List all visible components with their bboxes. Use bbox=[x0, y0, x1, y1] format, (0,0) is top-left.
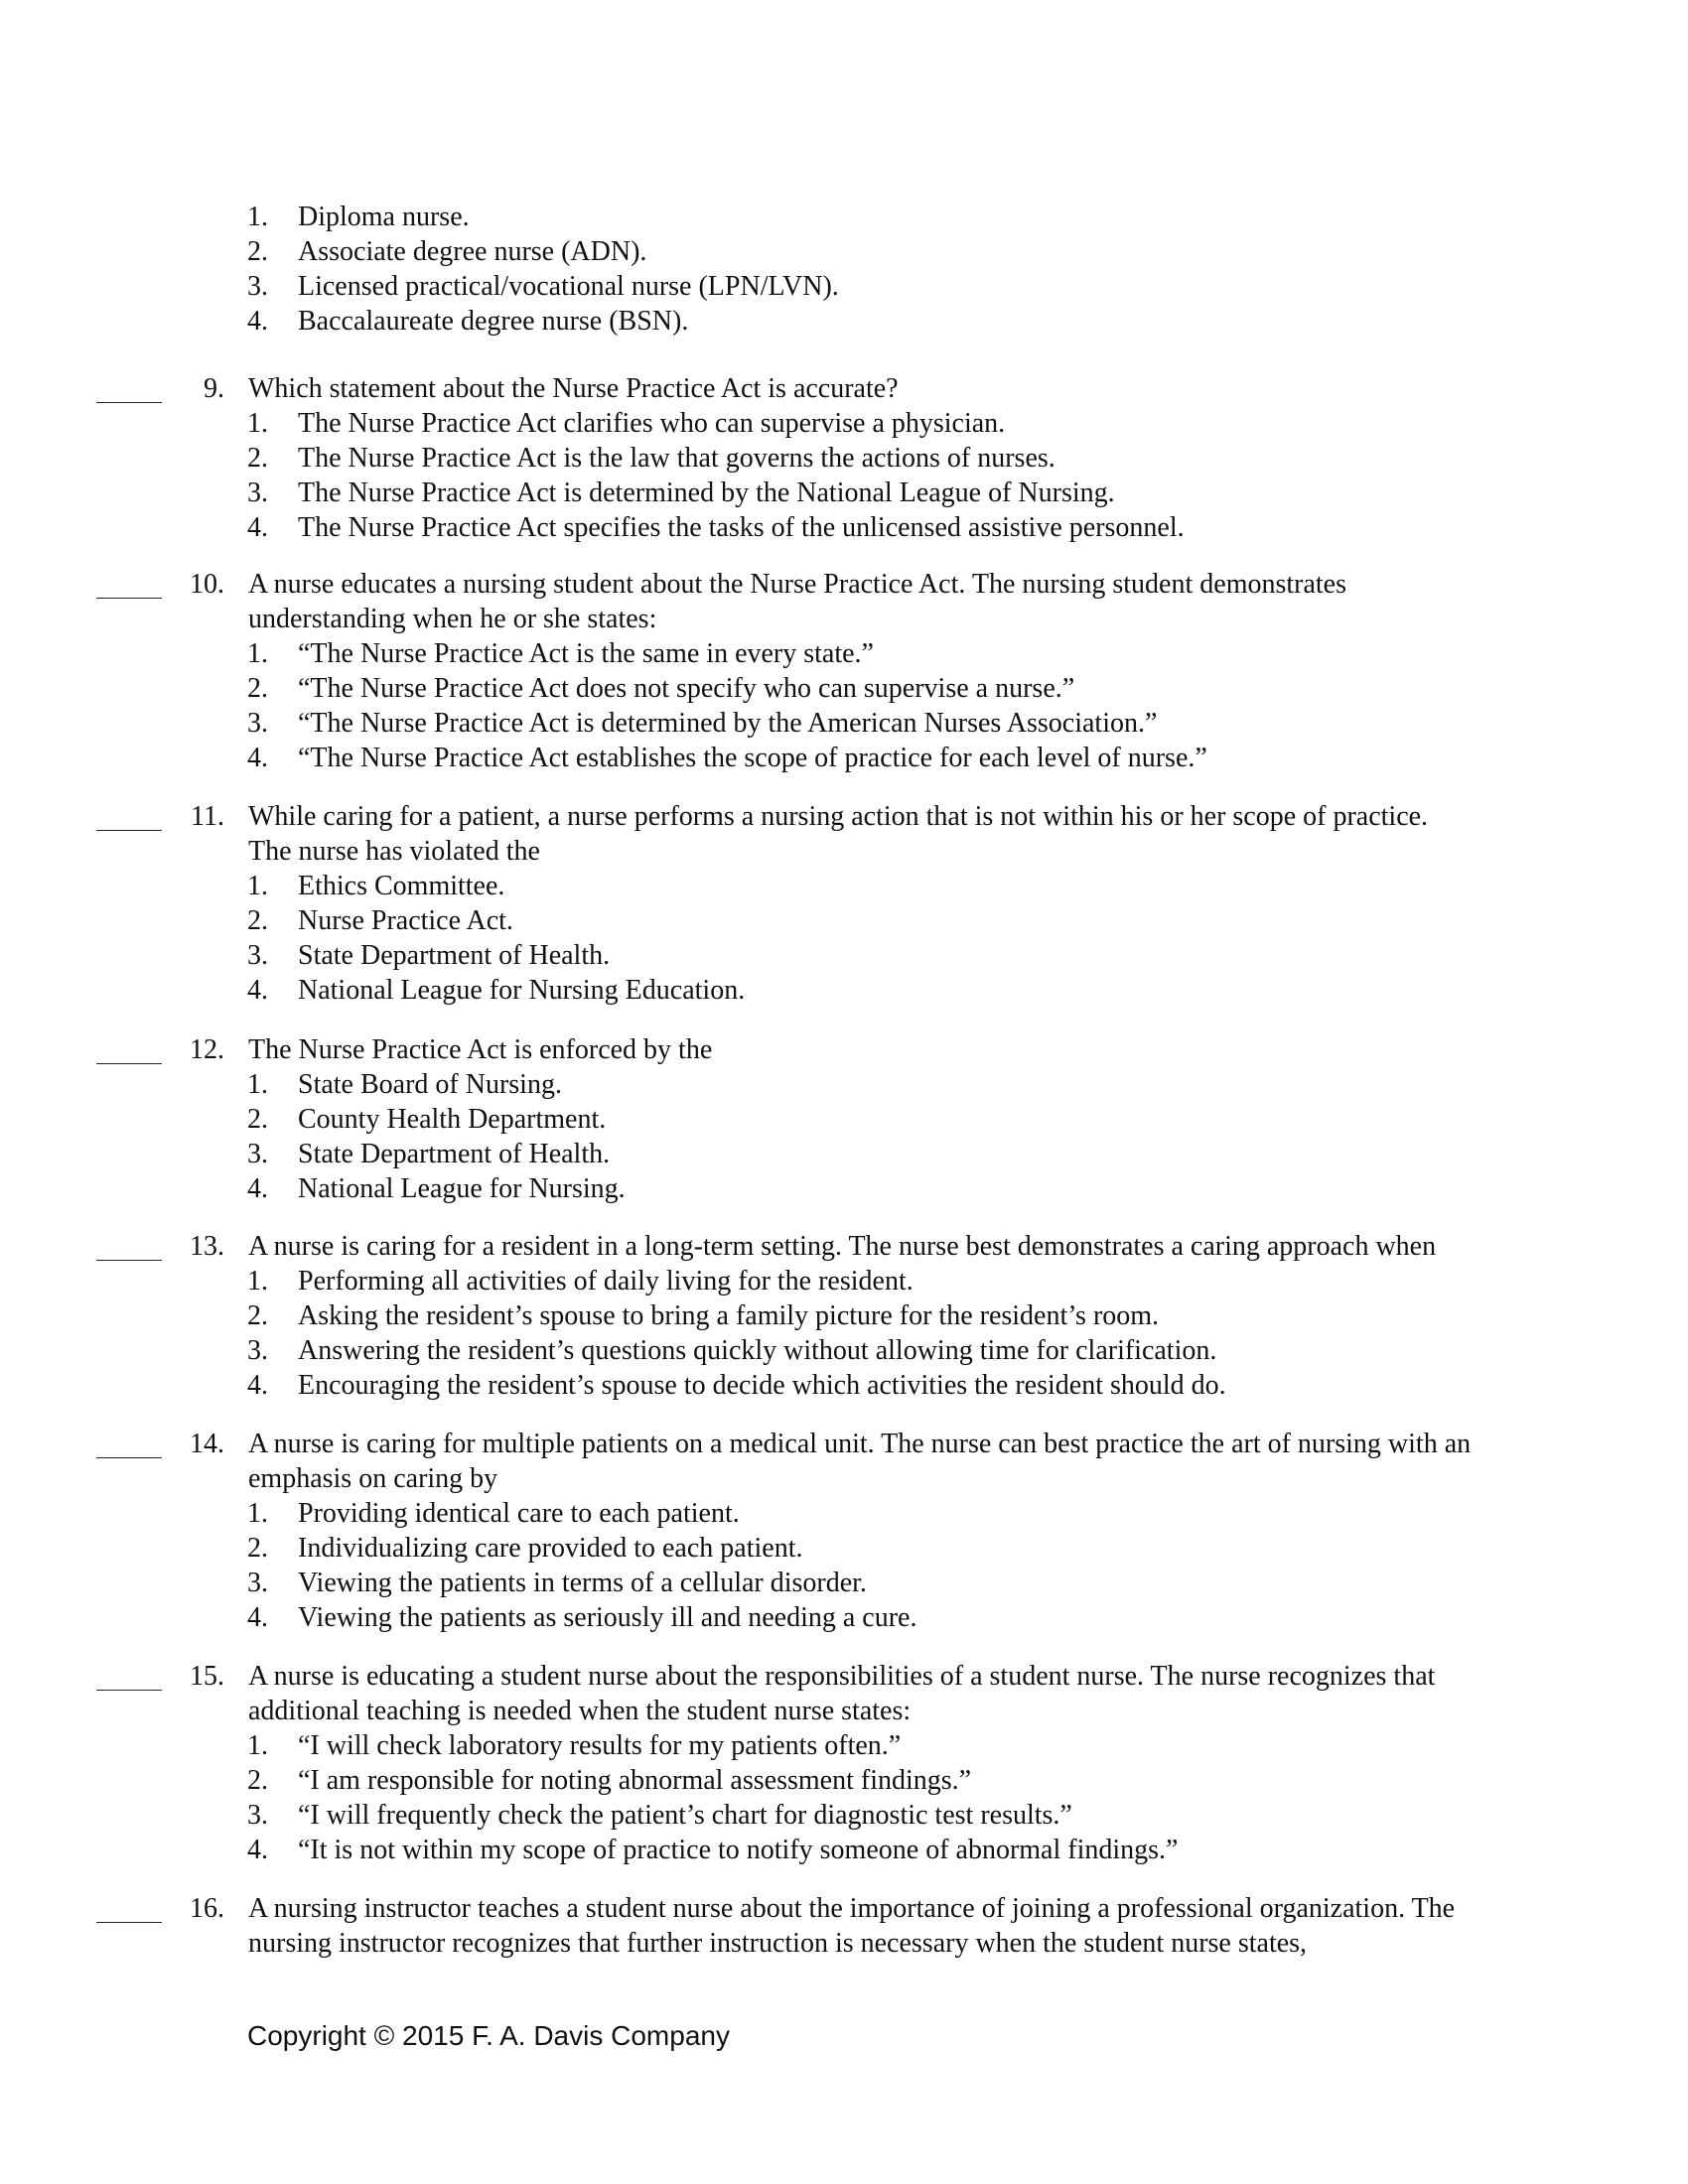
option-text: Licensed practical/vocational nurse (LPN/LVN). bbox=[298, 271, 839, 302]
question-stem-line bbox=[0, 1891, 1688, 1926]
question-stem-line bbox=[0, 1032, 1688, 1067]
question-stem: nursing instructor recognizes that further instruction is necessary when the student nurse states, bbox=[248, 1928, 1308, 1959]
question-stem: While caring for a patient, a nurse performs a nursing action that is not within his or her scope of practice. bbox=[248, 801, 1429, 832]
option-line bbox=[0, 200, 1688, 234]
option-line bbox=[0, 1833, 1688, 1867]
option-line bbox=[0, 234, 1688, 269]
option-line bbox=[0, 476, 1688, 510]
option-line bbox=[0, 406, 1688, 441]
option-text: National League for Nursing. bbox=[298, 1173, 626, 1204]
question-number: 9. bbox=[204, 373, 224, 404]
question-stem-line bbox=[0, 1427, 1688, 1461]
question-stem: A nursing instructor teaches a student nurse about the importance of joining a professional organization. The bbox=[248, 1893, 1456, 1924]
option-number: 3. bbox=[247, 1335, 268, 1366]
option-number: 2. bbox=[247, 673, 268, 704]
option-line bbox=[0, 1171, 1688, 1206]
option-line bbox=[0, 1728, 1688, 1763]
question-stem: The Nurse Practice Act is enforced by the bbox=[248, 1034, 713, 1065]
option-number: 3. bbox=[247, 1139, 268, 1169]
option-number: 1. bbox=[247, 202, 268, 232]
option-number: 4. bbox=[247, 1173, 268, 1204]
question-stem: A nurse is caring for multiple patients on a medical unit. The nurse can best practice the art of nursing with an bbox=[248, 1429, 1472, 1459]
option-line bbox=[0, 1298, 1688, 1333]
option-number: 2. bbox=[247, 236, 268, 267]
option-line bbox=[0, 1763, 1688, 1798]
option-line bbox=[0, 1531, 1688, 1566]
option-text: State Board of Nursing. bbox=[298, 1069, 562, 1100]
question-number: 14. bbox=[190, 1429, 224, 1459]
option-text: Nurse Practice Act. bbox=[298, 905, 513, 936]
option-number: 3. bbox=[247, 271, 268, 302]
question-stem-line bbox=[0, 371, 1688, 406]
question-stem: emphasis on caring by bbox=[248, 1463, 498, 1494]
question-stem: A nurse is educating a student nurse about the responsibilities of a student nurse. The nurse recognizes that bbox=[248, 1661, 1436, 1692]
option-number: 1. bbox=[247, 408, 268, 439]
option-text: “I will check laboratory results for my patients often.” bbox=[298, 1730, 902, 1761]
option-text: Viewing the patients in terms of a cellular disorder. bbox=[298, 1568, 867, 1598]
option-text: The Nurse Practice Act clarifies who can supervise a physician. bbox=[298, 408, 1006, 439]
option-line bbox=[0, 510, 1688, 545]
option-text: The Nurse Practice Act is determined by the National League of Nursing. bbox=[298, 478, 1115, 508]
option-line bbox=[0, 741, 1688, 775]
option-number: 1. bbox=[247, 871, 268, 901]
option-line bbox=[0, 1102, 1688, 1137]
option-number: 4. bbox=[247, 1835, 268, 1865]
option-text: Encouraging the resident’s spouse to decide which activities the resident should do. bbox=[298, 1370, 1226, 1401]
option-text: “The Nurse Practice Act is the same in every state.” bbox=[298, 638, 874, 669]
option-line bbox=[0, 269, 1688, 304]
option-text: “The Nurse Practice Act establishes the scope of practice for each level of nurse.” bbox=[298, 743, 1207, 773]
option-text: Baccalaureate degree nurse (BSN). bbox=[298, 306, 689, 337]
question-number: 11. bbox=[191, 801, 224, 832]
option-number: 1. bbox=[247, 638, 268, 669]
option-number: 2. bbox=[247, 905, 268, 936]
option-text: “The Nurse Practice Act does not specify who can supervise a nurse.” bbox=[298, 673, 1075, 704]
option-text: Providing identical care to each patient. bbox=[298, 1498, 740, 1529]
option-text: “It is not within my scope of practice to notify someone of abnormal findings.” bbox=[298, 1835, 1179, 1865]
option-line bbox=[0, 1566, 1688, 1600]
option-number: 4. bbox=[247, 1370, 268, 1401]
question-stem-line bbox=[0, 1659, 1688, 1694]
option-line bbox=[0, 1137, 1688, 1171]
option-text: The Nurse Practice Act specifies the tasks of the unlicensed assistive personnel. bbox=[298, 512, 1185, 543]
option-text: Answering the resident’s questions quickly without allowing time for clarification. bbox=[298, 1335, 1217, 1366]
option-line bbox=[0, 706, 1688, 741]
question-number: 16. bbox=[190, 1893, 224, 1924]
option-number: 2. bbox=[247, 1533, 268, 1564]
option-line bbox=[0, 869, 1688, 903]
option-number: 4. bbox=[247, 1602, 268, 1633]
option-number: 4. bbox=[247, 743, 268, 773]
option-text: Diploma nurse. bbox=[298, 202, 470, 232]
option-number: 1. bbox=[247, 1498, 268, 1529]
question-number: 10. bbox=[190, 569, 224, 600]
option-text: The Nurse Practice Act is the law that governs the actions of nurses. bbox=[298, 443, 1055, 474]
option-line bbox=[0, 441, 1688, 476]
option-number: 1. bbox=[247, 1069, 268, 1100]
question-stem-line bbox=[0, 567, 1688, 602]
option-number: 3. bbox=[247, 1568, 268, 1598]
option-text: Viewing the patients as seriously ill and needing a cure. bbox=[298, 1602, 917, 1633]
question-number: 15. bbox=[190, 1661, 224, 1692]
question-stem: understanding when he or she states: bbox=[248, 604, 657, 634]
question-stem-line bbox=[0, 834, 1688, 869]
option-text: “I am responsible for noting abnormal assessment findings.” bbox=[298, 1765, 972, 1796]
option-text: Performing all activities of daily living for the resident. bbox=[298, 1266, 914, 1297]
option-text: National League for Nursing Education. bbox=[298, 975, 746, 1006]
option-number: 4. bbox=[247, 306, 268, 337]
option-text: “I will frequently check the patient’s chart for diagnostic test results.” bbox=[298, 1800, 1072, 1831]
option-number: 2. bbox=[247, 1765, 268, 1796]
option-number: 3. bbox=[247, 708, 268, 739]
question-stem-line bbox=[0, 799, 1688, 834]
question-stem: A nurse educates a nursing student about the Nurse Practice Act. The nursing student demonstrates bbox=[248, 569, 1346, 600]
question-stem-line bbox=[0, 1694, 1688, 1728]
option-number: 4. bbox=[247, 975, 268, 1006]
option-number: 2. bbox=[247, 443, 268, 474]
option-number: 2. bbox=[247, 1104, 268, 1135]
option-line bbox=[0, 636, 1688, 671]
option-text: Individualizing care provided to each patient. bbox=[298, 1533, 803, 1564]
question-stem: additional teaching is needed when the student nurse states: bbox=[248, 1696, 912, 1726]
option-number: 4. bbox=[247, 512, 268, 543]
option-text: State Department of Health. bbox=[298, 940, 611, 971]
option-text: Associate degree nurse (ADN). bbox=[298, 236, 647, 267]
option-number: 3. bbox=[247, 1800, 268, 1831]
option-line bbox=[0, 1368, 1688, 1403]
option-line bbox=[0, 1333, 1688, 1368]
option-text: Asking the resident’s spouse to bring a family picture for the resident’s room. bbox=[298, 1300, 1160, 1331]
option-line bbox=[0, 938, 1688, 973]
option-line bbox=[0, 671, 1688, 706]
question-stem-line bbox=[0, 602, 1688, 636]
option-number: 1. bbox=[247, 1730, 268, 1761]
question-number: 12. bbox=[190, 1034, 224, 1065]
question-stem-line bbox=[0, 1229, 1688, 1264]
option-line bbox=[0, 1496, 1688, 1531]
copyright-footer: Copyright © 2015 F. A. Davis Company bbox=[247, 2020, 730, 2051]
option-line bbox=[0, 1600, 1688, 1635]
option-number: 3. bbox=[247, 940, 268, 971]
option-line bbox=[0, 1798, 1688, 1833]
question-stem-line bbox=[0, 1926, 1688, 1961]
question-number: 13. bbox=[190, 1231, 224, 1262]
option-line bbox=[0, 903, 1688, 938]
question-stem: The nurse has violated the bbox=[248, 836, 540, 867]
option-line bbox=[0, 973, 1688, 1008]
option-line bbox=[0, 1067, 1688, 1102]
option-text: State Department of Health. bbox=[298, 1139, 611, 1169]
option-text: “The Nurse Practice Act is determined by the American Nurses Association.” bbox=[298, 708, 1158, 739]
question-stem: A nurse is caring for a resident in a long-term setting. The nurse best demonstrates a caring approach when bbox=[248, 1231, 1437, 1262]
option-number: 2. bbox=[247, 1300, 268, 1331]
option-number: 3. bbox=[247, 478, 268, 508]
option-text: County Health Department. bbox=[298, 1104, 607, 1135]
question-stem-line bbox=[0, 1461, 1688, 1496]
option-line bbox=[0, 1264, 1688, 1298]
option-text: Ethics Committee. bbox=[298, 871, 505, 901]
option-number: 1. bbox=[247, 1266, 268, 1297]
question-stem: Which statement about the Nurse Practice Act is accurate? bbox=[248, 373, 899, 404]
option-line bbox=[0, 304, 1688, 339]
